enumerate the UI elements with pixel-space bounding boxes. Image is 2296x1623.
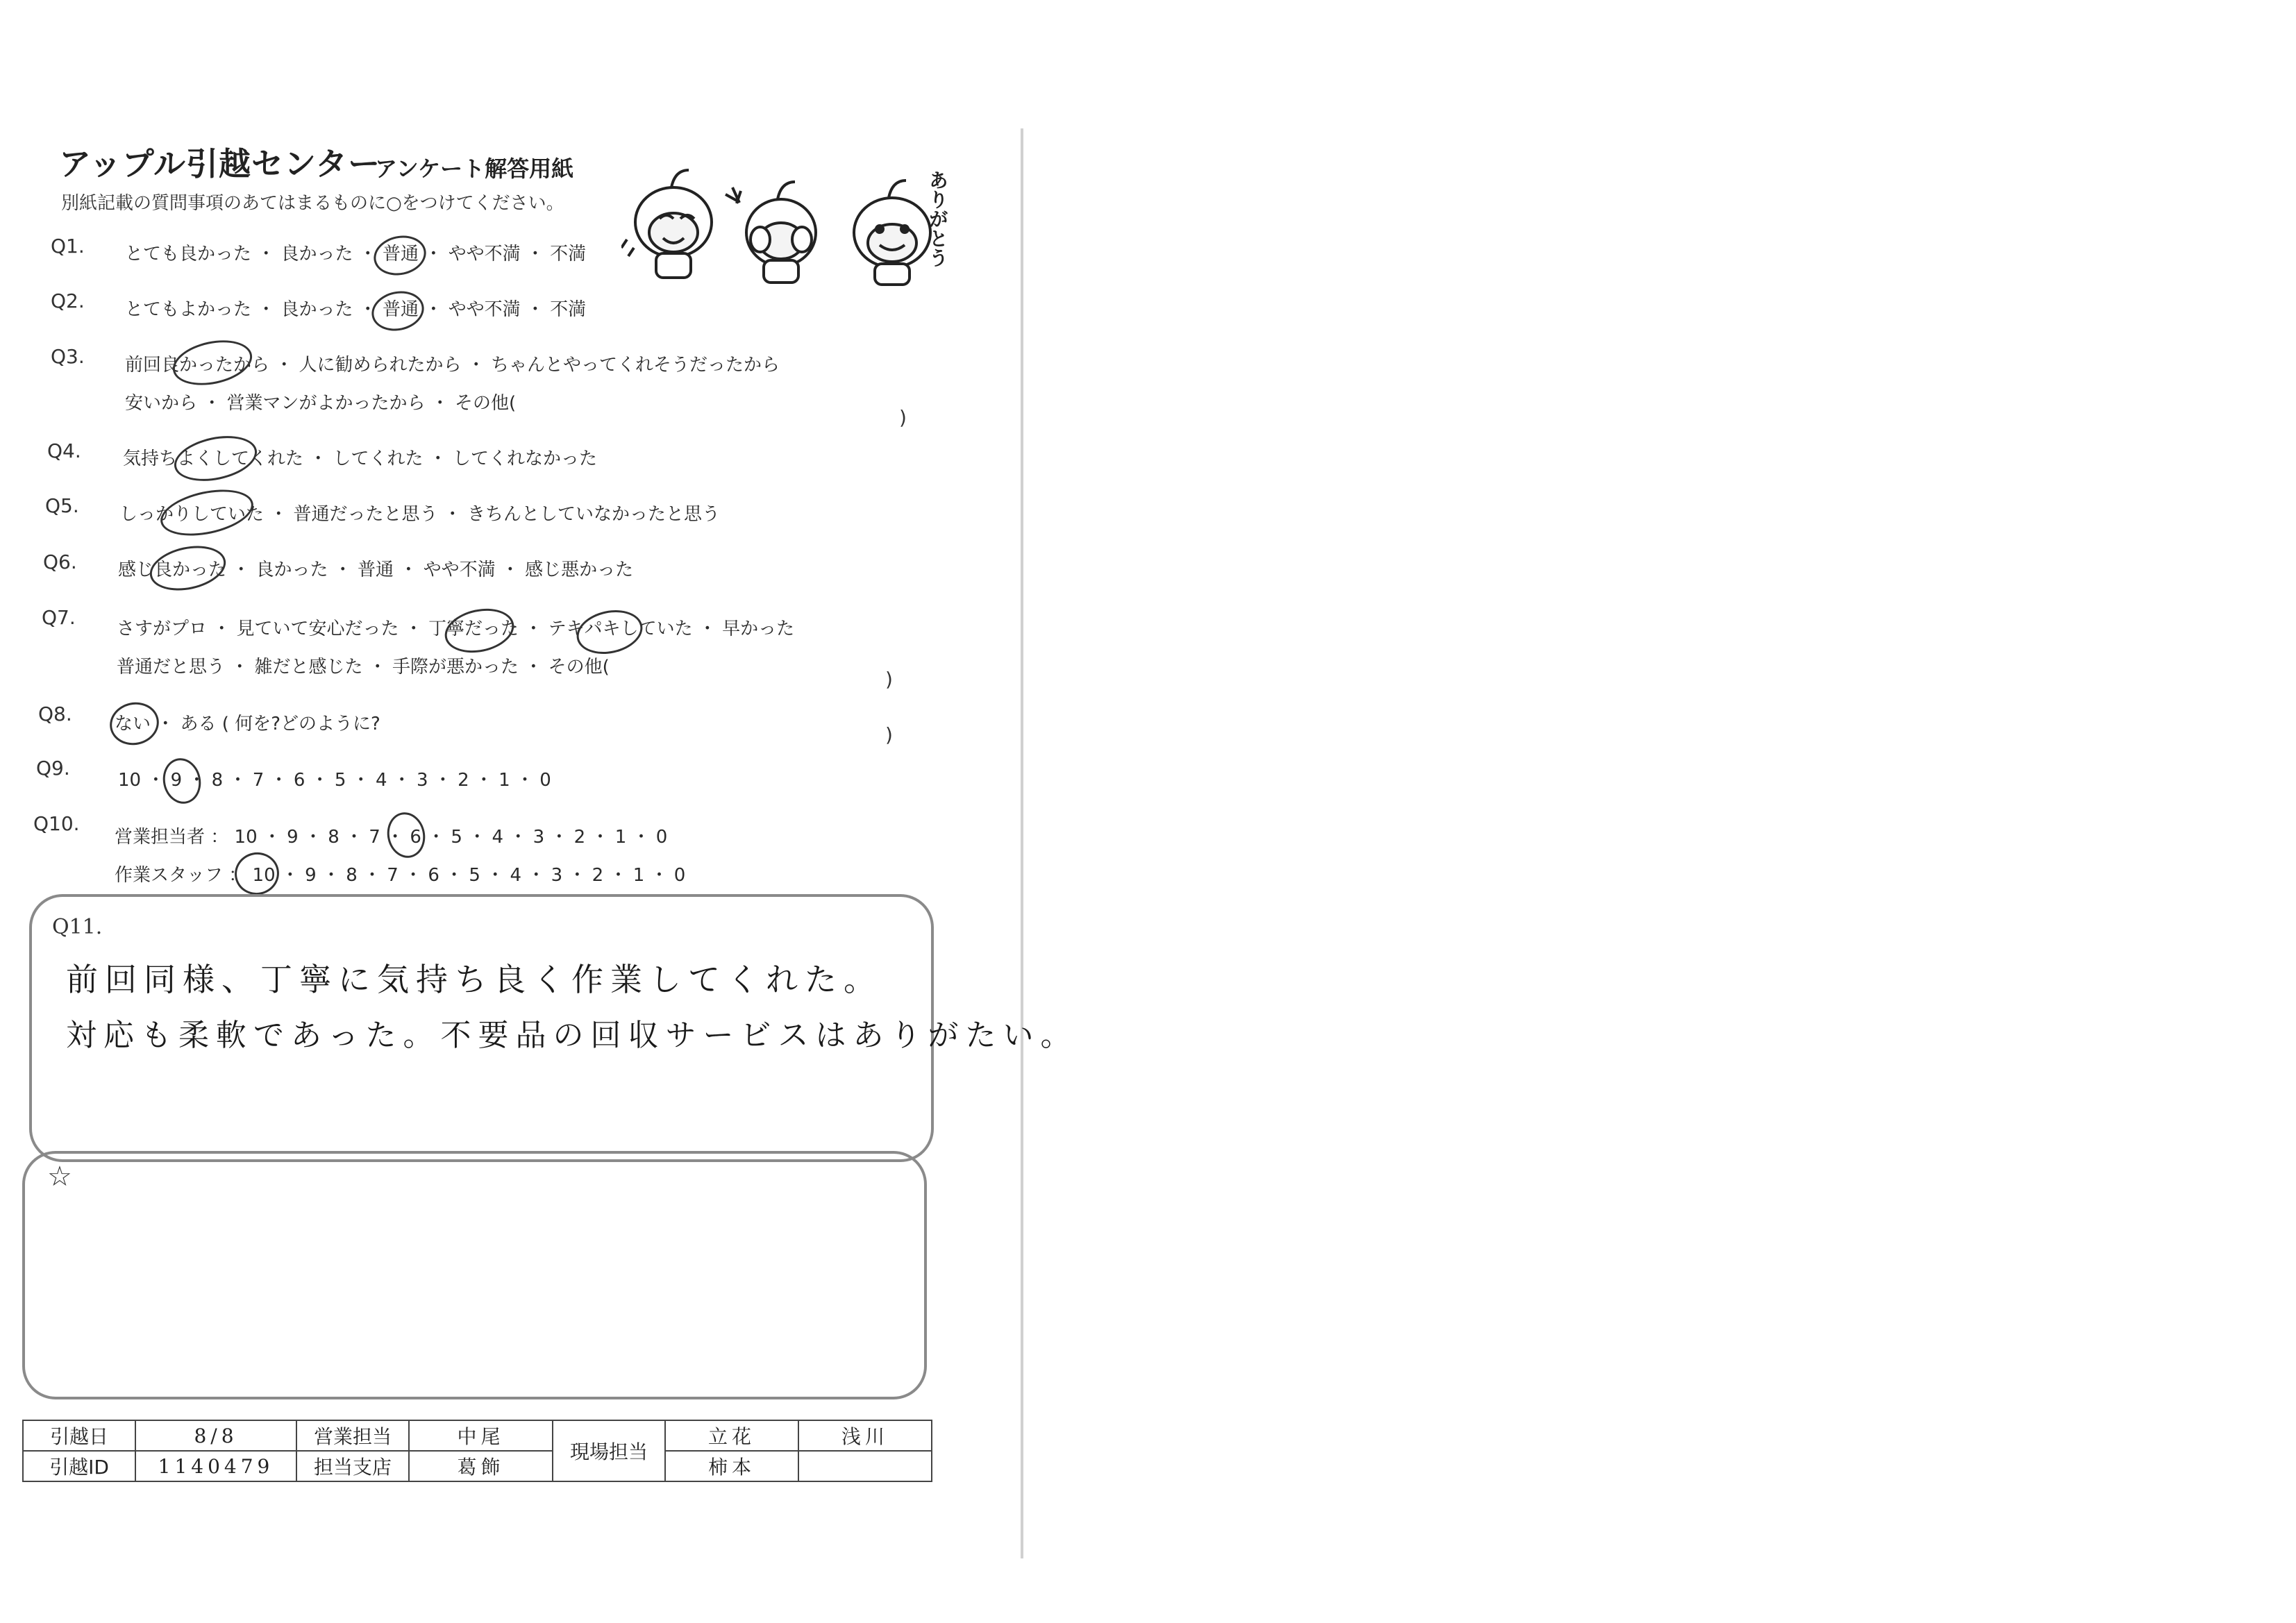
q11-comment-line2: 対応も柔軟であった。不要品の回収サービスはありがたい。 [66, 1018, 1078, 1053]
star-icon: ☆ [47, 1161, 72, 1193]
q1-options: とても良かった ・ 良かった ・ 普通 ・ やや不満 ・ 不満 [125, 244, 587, 264]
move-date-label: 引越日 [23, 1420, 135, 1451]
field-name-2: 柿本 [665, 1451, 798, 1481]
q4-options: 気持ちよくしてくれた ・ してくれた ・ してくれなかった [123, 448, 598, 469]
q9-options: 10 ・ 9 ・ 8 ・ 7 ・ 6 ・ 5 ・ 4 ・ 3 ・ 2 ・ 1 ・ 0 [118, 770, 551, 791]
q2-label: Q2. [51, 289, 85, 312]
q8-close-paren: ) [885, 723, 893, 746]
q2-options: とてもよかった ・ 良かった ・ 普通 ・ やや不満 ・ 不満 [125, 299, 587, 320]
field-label: 現場担当 [553, 1420, 665, 1481]
sales-label: 営業担当 [296, 1420, 409, 1451]
q1-label: Q1. [51, 235, 85, 258]
q3-label: Q3. [51, 345, 85, 368]
monkey-mascots-illustration [621, 156, 955, 288]
branch-name: 葛飾 [409, 1451, 553, 1481]
q3-close-paren: ) [899, 406, 907, 429]
q10-label: Q10. [33, 812, 80, 835]
monkey-smiling-icon [854, 180, 930, 285]
q11-label: Q11. [52, 915, 103, 939]
monkey-laughing-icon [621, 170, 712, 278]
q3-options-line1: 前回良かったから ・ 人に勧められたから ・ ちゃんとやってくれそうだったから [125, 355, 780, 376]
q6-options: 感じ良かった ・ 良かった ・ 普通 ・ やや不満 ・ 感じ悪かった [118, 560, 634, 580]
move-date-value: 8/8 [135, 1420, 296, 1451]
q7-label: Q7. [42, 606, 76, 629]
q8-options: ない ・ ある ( 何を?どのように? [115, 714, 380, 734]
q4-label: Q4. [47, 439, 81, 462]
q7-close-paren: ) [885, 668, 893, 691]
monkey-covering-icon [726, 182, 816, 283]
move-id-value: 1140479 [135, 1451, 296, 1481]
q5-label: Q5. [45, 494, 79, 517]
form-subtitle: アンケート解答用紙 [375, 155, 574, 182]
company-title: アップル引越センター [59, 145, 381, 183]
q11-comment-line1: 前回同様、丁寧に気持ち良く作業してくれた。 [66, 961, 882, 998]
q3-options-line2: 安いから ・ 営業マンがよかったから ・ その他( [125, 393, 517, 414]
move-id-label: 引越ID [23, 1451, 135, 1481]
field-empty-cell [798, 1451, 932, 1481]
field-name-1: 立花 [665, 1420, 798, 1451]
q8-label: Q8. [38, 703, 72, 725]
branch-label: 担当支店 [296, 1451, 409, 1481]
field-name-3: 浅川 [798, 1420, 932, 1451]
sales-name: 中尾 [409, 1420, 553, 1451]
q5-options: しっかりしていた ・ 普通だったと思う ・ きちんとしていなかったと思う [119, 504, 721, 525]
thanks-text: ありがとう [926, 170, 949, 267]
free-comment-box [22, 1151, 927, 1399]
instruction-text: 別紙記載の質問事項のあてはまるものに○をつけてください。 [61, 193, 564, 214]
q7-options-line2: 普通だと思う ・ 雑だと感じた ・ 手際が悪かった ・ その他( [117, 657, 610, 678]
q7-options-line1: さすがプロ ・ 見ていて安心だった ・ 丁寧だった ・ テキパキしていた ・ 早かった [117, 619, 795, 639]
q10-sales-options: 営業担当者 ： 10 ・ 9 ・ 8 ・ 7 ・ 6 ・ 5 ・ 4 ・ 3 ・ 2 ・ 1 ・ 0 [115, 827, 668, 848]
move-info-table [22, 1420, 932, 1482]
q10-staff-options: 作業スタッフ ： 10 ・ 9 ・ 8 ・ 7 ・ 6 ・ 5 ・ 4 ・ 3 ・ 2 ・ 1 ・ 0 [115, 865, 686, 886]
q6-label: Q6. [43, 550, 77, 573]
q9-label: Q9. [36, 757, 70, 780]
